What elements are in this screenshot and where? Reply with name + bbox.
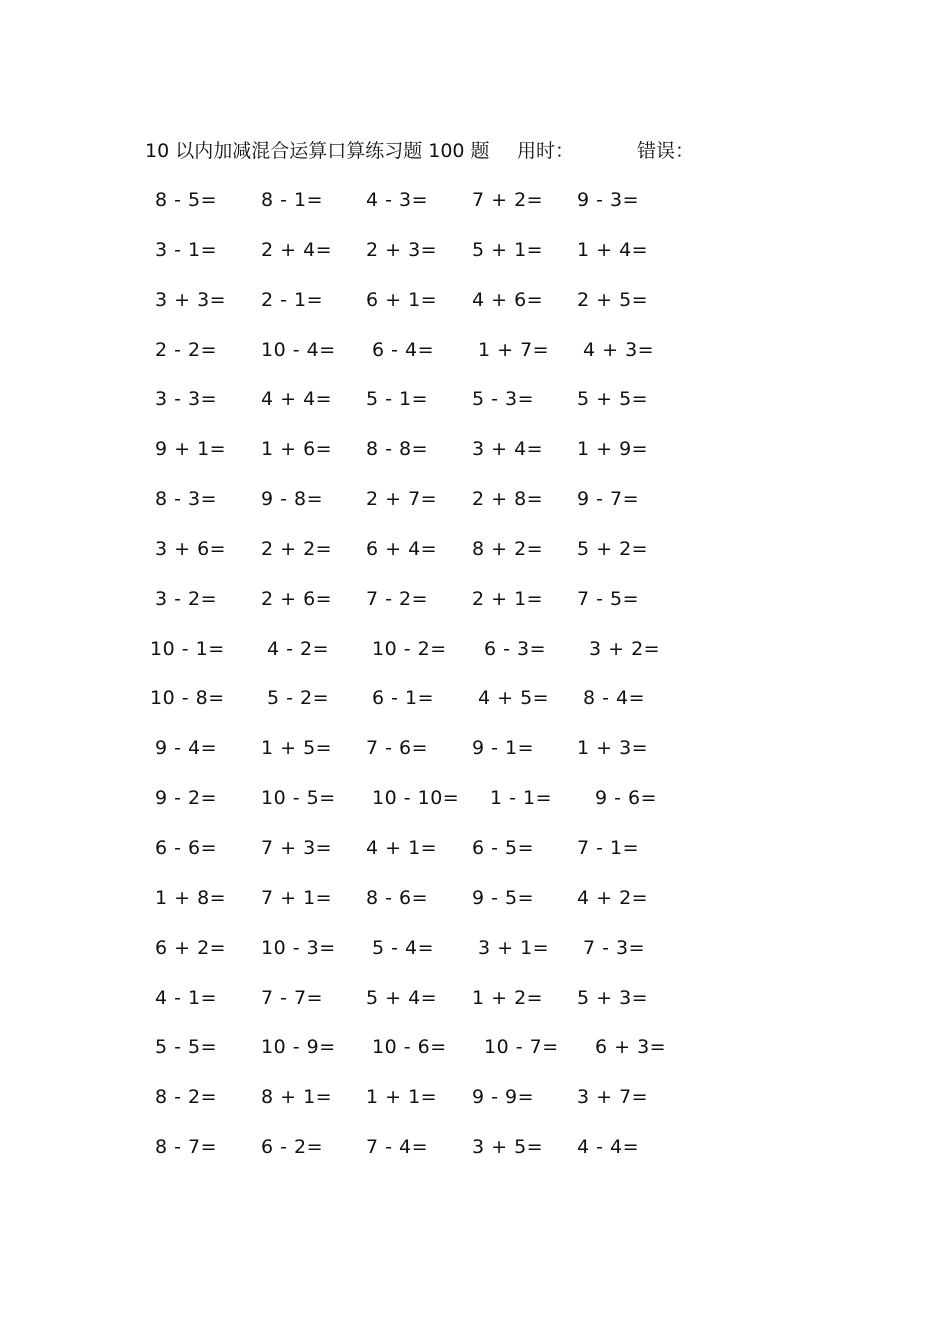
problem-item: 3 + 7= (577, 1086, 649, 1109)
problem-item: 1 + 6= (261, 438, 333, 461)
problem-item: 8 - 3= (155, 488, 218, 511)
error-label: 错误： (637, 140, 695, 162)
problem-item: 4 - 3= (366, 189, 429, 211)
problem-item: 1 + 4= (577, 238, 649, 261)
problem-item: 7 - 2= (366, 587, 429, 610)
problem-item: 5 + 1= (472, 238, 544, 261)
problem-item: 4 + 2= (577, 886, 649, 909)
problem-item: 1 + 7= (478, 338, 550, 361)
problem-row (0, 984, 950, 1034)
problem-item: 5 - 4= (372, 936, 435, 959)
problem-item: 9 + 1= (155, 438, 227, 461)
problem-item: 6 - 2= (261, 1136, 324, 1159)
problem-item: 2 + 5= (577, 288, 649, 311)
problem-item: 2 + 2= (261, 537, 333, 560)
problem-item: 10 - 1= (150, 637, 225, 660)
problem-item: 8 + 2= (472, 537, 544, 560)
problem-item: 9 - 5= (472, 886, 535, 909)
problem-item: 8 - 7= (155, 1136, 218, 1159)
problem-item: 2 + 4= (261, 238, 333, 261)
problem-item: 8 - 2= (155, 1086, 218, 1109)
problem-item: 5 + 2= (577, 537, 649, 560)
problem-item: 8 - 1= (261, 189, 324, 211)
problem-row (0, 934, 950, 984)
problem-row (0, 236, 950, 286)
problem-item: 9 - 4= (155, 737, 218, 760)
problem-item: 4 - 4= (577, 1136, 640, 1159)
problem-item: 3 + 1= (478, 936, 550, 959)
problem-item: 4 + 1= (366, 836, 438, 859)
problem-item: 7 + 2= (472, 189, 544, 211)
problem-item: 3 + 4= (472, 438, 544, 461)
problem-row (0, 385, 950, 435)
problem-item: 6 + 4= (366, 537, 438, 560)
problem-item: 4 - 2= (267, 637, 330, 660)
problem-item: 5 - 5= (155, 1036, 218, 1059)
problem-item: 6 + 1= (366, 288, 438, 311)
problem-item: 7 - 1= (577, 836, 640, 859)
problem-item: 5 + 5= (577, 388, 649, 411)
problem-item: 9 - 7= (577, 488, 640, 511)
problem-item: 10 - 7= (484, 1036, 559, 1059)
problem-item: 3 - 1= (155, 238, 218, 261)
problem-item: 6 - 5= (472, 836, 535, 859)
problem-item: 8 - 6= (366, 886, 429, 909)
problem-item: 6 - 3= (484, 637, 547, 660)
problem-item: 4 - 1= (155, 986, 218, 1009)
problem-item: 4 + 4= (261, 388, 333, 411)
problem-item: 6 + 2= (155, 936, 227, 959)
problem-item: 4 + 6= (472, 288, 544, 311)
problem-item: 1 + 3= (577, 737, 649, 760)
problem-row (0, 1083, 950, 1133)
problem-item: 7 - 4= (366, 1136, 429, 1159)
problem-row (0, 734, 950, 784)
problem-item: 7 + 3= (261, 836, 333, 859)
problem-row (0, 585, 950, 635)
problem-item: 9 - 6= (595, 787, 658, 810)
problem-grid (0, 186, 950, 1183)
problem-item: 3 + 3= (155, 288, 227, 311)
problem-item: 10 - 4= (261, 338, 336, 361)
problem-row (0, 684, 950, 734)
problem-item: 9 - 1= (472, 737, 535, 760)
problem-item: 8 - 5= (155, 189, 218, 211)
problem-item: 2 + 3= (366, 238, 438, 261)
problem-item: 10 - 3= (261, 936, 336, 959)
problem-item: 9 - 3= (577, 189, 640, 211)
problem-item: 5 + 4= (366, 986, 438, 1009)
problem-item: 2 - 2= (155, 338, 218, 361)
problem-item: 7 - 3= (583, 936, 646, 959)
problem-row (0, 186, 950, 236)
problem-item: 9 - 8= (261, 488, 324, 511)
problem-item: 2 + 7= (366, 488, 438, 511)
problem-item: 1 + 2= (472, 986, 544, 1009)
problem-row (0, 535, 950, 585)
problem-item: 7 - 5= (577, 587, 640, 610)
problem-item: 8 - 4= (583, 687, 646, 710)
problem-item: 2 + 1= (472, 587, 544, 610)
problem-row (0, 635, 950, 685)
problem-item: 8 - 8= (366, 438, 429, 461)
page-title: 10 以内加减混合运算口算练习题 100 题 (145, 140, 490, 162)
problem-item: 1 + 1= (366, 1086, 438, 1109)
problem-item: 10 - 6= (372, 1036, 447, 1059)
problem-item: 7 - 6= (366, 737, 429, 760)
problem-item: 3 - 3= (155, 388, 218, 411)
problem-row (0, 834, 950, 884)
problem-item: 2 + 6= (261, 587, 333, 610)
problem-item: 3 + 5= (472, 1136, 544, 1159)
problem-item: 9 - 2= (155, 787, 218, 810)
problem-item: 2 + 8= (472, 488, 544, 511)
problem-row (0, 336, 950, 386)
problem-item: 7 + 1= (261, 886, 333, 909)
problem-item: 3 + 6= (155, 537, 227, 560)
problem-item: 6 - 6= (155, 836, 218, 859)
problem-item: 1 + 8= (155, 886, 227, 909)
problem-item: 5 - 2= (267, 687, 330, 710)
problem-item: 10 - 9= (261, 1036, 336, 1059)
problem-item: 5 - 1= (366, 388, 429, 411)
problem-item: 5 + 3= (577, 986, 649, 1009)
time-label: 用时： (517, 140, 575, 162)
problem-item: 1 + 9= (577, 438, 649, 461)
problem-item: 4 + 3= (583, 338, 655, 361)
problem-item: 1 - 1= (490, 787, 553, 810)
problem-item: 3 - 2= (155, 587, 218, 610)
problem-row (0, 286, 950, 336)
problem-item: 10 - 5= (261, 787, 336, 810)
problem-item: 5 - 3= (472, 388, 535, 411)
problem-item: 2 - 1= (261, 288, 324, 311)
problem-item: 4 + 5= (478, 687, 550, 710)
problem-item: 10 - 8= (150, 687, 225, 710)
problem-item: 9 - 9= (472, 1086, 535, 1109)
problem-item: 6 - 4= (372, 338, 435, 361)
problem-row (0, 1133, 950, 1183)
problem-row (0, 884, 950, 934)
problem-row (0, 784, 950, 834)
problem-item: 7 - 7= (261, 986, 324, 1009)
problem-row (0, 485, 950, 535)
problem-item: 8 + 1= (261, 1086, 333, 1109)
problem-item: 10 - 2= (372, 637, 447, 660)
problem-item: 10 - 10= (372, 787, 460, 810)
problem-item: 6 - 1= (372, 687, 435, 710)
problem-row (0, 1033, 950, 1083)
problem-item: 6 + 3= (595, 1036, 667, 1059)
problem-row (0, 435, 950, 485)
problem-item: 3 + 2= (589, 637, 661, 660)
problem-item: 1 + 5= (261, 737, 333, 760)
